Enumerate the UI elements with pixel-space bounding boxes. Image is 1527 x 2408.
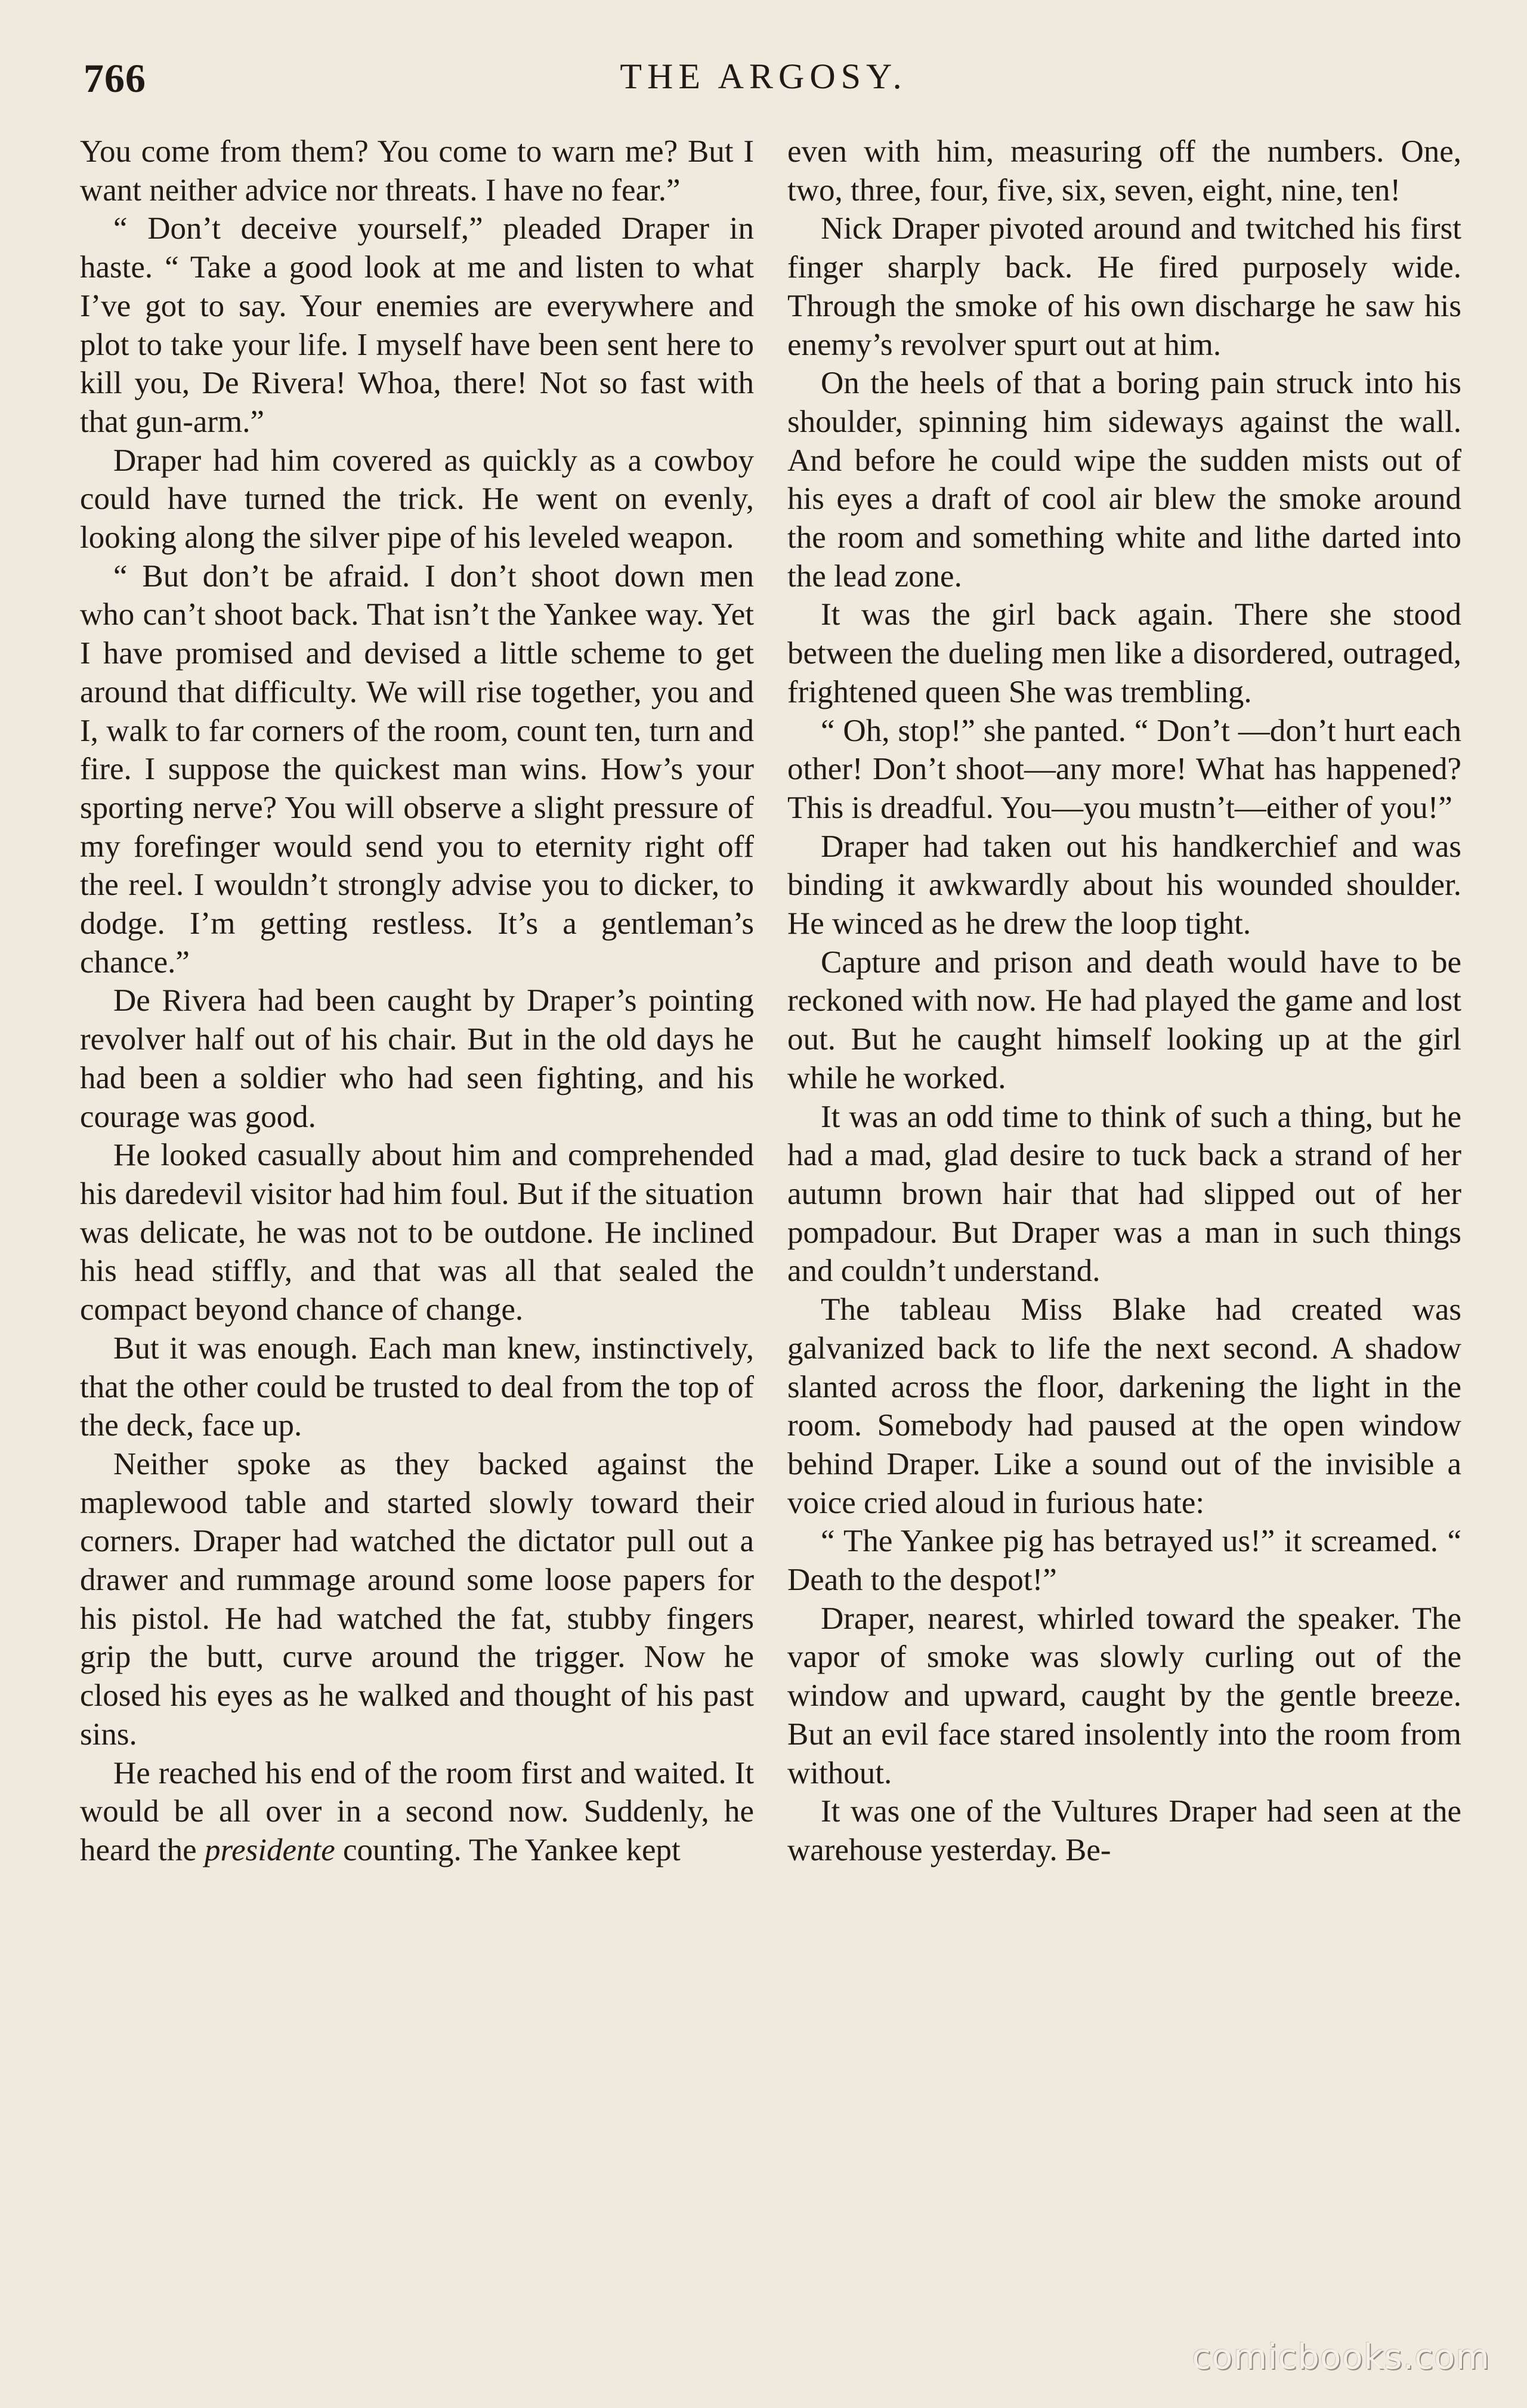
paragraph: “ The Yankee pig has betrayed us!” it screamed. “ Death to the despot!” [787, 1524, 1461, 1598]
italic-word: presidente [204, 1832, 335, 1867]
paragraph: It was the girl back again. There she stood between the dueling men like a disordered, outraged, frightened queen She was trembling. [787, 597, 1461, 709]
paragraph: Draper had him covered as quickly as a cowboy could have turned the trick. He went on evenly, looking along the silver pipe of his leveled weapon. [80, 443, 754, 555]
paragraph: On the heels of that a boring pain struck into his shoulder, spinning him sideways against the wall. And before he could wipe the sudden mists out of his eyes a draft of cool air blew the smoke around the room and something white and lithe darted into the lead zone. [787, 366, 1461, 594]
page-number: 766 [84, 55, 146, 101]
right-column [787, 132, 1461, 1870]
paragraph: Neither spoke as they backed against the maplewood table and started slowly toward their corners. Draper had watched the dictator pull out a drawer and rummage around some loose papers for his pistol. He had watched the fat, stubby fingers grip the butt, curve around the trigger. Now he closed his eyes as he walked and thought of his past sins. [80, 1446, 754, 1752]
paragraph: He reached his end of the room first and waited. It would be all over in a second now. Suddenly, he heard the presidente counting. The Yankee kept [80, 1755, 754, 1867]
page-header [84, 55, 1443, 109]
paragraph: “ Don’t deceive yourself,” pleaded Draper in haste. “ Take a good look at me and listen to what I’ve got to say. Your enemies are everywhere and plot to take your life. I myself have been sent here to kill you, De Rivera! Whoa, there! Not so fast with that gun-arm.” [80, 211, 754, 439]
paragraph: But it was enough. Each man knew, instinctively, that the other could be trusted to deal from the top of the deck, face up. [80, 1330, 754, 1443]
paragraph: even with him, measuring off the numbers. One, two, three, four, five, six, seven, eight, nine, ten! [787, 134, 1461, 208]
paragraph: De Rivera had been caught by Draper’s pointing revolver half out of his chair. But in the old days he had been a soldier who had seen fighting, and his courage was good. [80, 983, 754, 1134]
paragraph: The tableau Miss Blake had created was galvanized back to life the next second. A shadow slanted across the floor, darkening the light in the room. Somebody had paused at the open window behind Draper. Like a sound out of the invisible a voice cried aloud in furious hate: [787, 1292, 1461, 1520]
paragraph: “ But don’t be afraid. I don’t shoot down men who can’t shoot back. That isn’t the Yankee way. Yet I have promised and devised a little scheme to get around that difficulty. We will rise together, you and I, walk to far corners of the room, count ten, turn and fire. I suppose the quickest man wins. How’s your sporting nerve? You will observe a slight pressure of my forefinger would send you to eternity right off the reel. I wouldn’t strongly advise you to dicker, to dodge. I’m getting restless. It’s a gentleman’s chance.” [80, 558, 754, 980]
paragraph: It was one of the Vultures Draper had seen at the warehouse yesterday. Be- [787, 1794, 1461, 1867]
paragraph: You come from them? You come to warn me? But I want neither advice nor threats. I have no fear.” [80, 134, 754, 208]
paragraph: He looked casually about him and comprehended his daredevil visitor had him foul. But if the situation was delicate, he was not to be outdone. He inclined his head stiffly, and that was all that sealed the compact beyond chance of change. [80, 1138, 754, 1328]
site-watermark: comicbooks.com [1192, 2336, 1490, 2377]
left-column [80, 132, 754, 1870]
paragraph: “ Oh, stop!” she panted. “ Don’t —don’t hurt each other! Don’t shoot—any more! What has happened? This is dreadful. You—you mustn’t—either of you!” [787, 713, 1461, 825]
running-head: THE ARGOSY. [620, 57, 907, 96]
paragraph: Nick Draper pivoted around and twitched his first finger sharply back. He fired purposely wide. Through the smoke of his own discharge he saw his enemy’s revolver spurt out at him. [787, 211, 1461, 362]
paragraph: Draper had taken out his handkerchief and was binding it awkwardly about his wounded shoulder. He winced as he drew the loop tight. [787, 829, 1461, 941]
paragraph: It was an odd time to think of such a thing, but he had a mad, glad desire to tuck back a strand of her autumn brown hair that had slipped out of her pompadour. But Draper was a man in such things and couldn’t understand. [787, 1099, 1461, 1289]
paragraph: Draper, nearest, whirled toward the speaker. The vapor of smoke was slowly curling out of the window and upward, caught by the gentle breeze. But an evil face stared insolently into the room from without. [787, 1601, 1461, 1790]
paragraph: Capture and prison and death would have to be reckoned with now. He had played the game and lost out. But he caught himself looking up at the girl while he worked. [787, 944, 1461, 1095]
